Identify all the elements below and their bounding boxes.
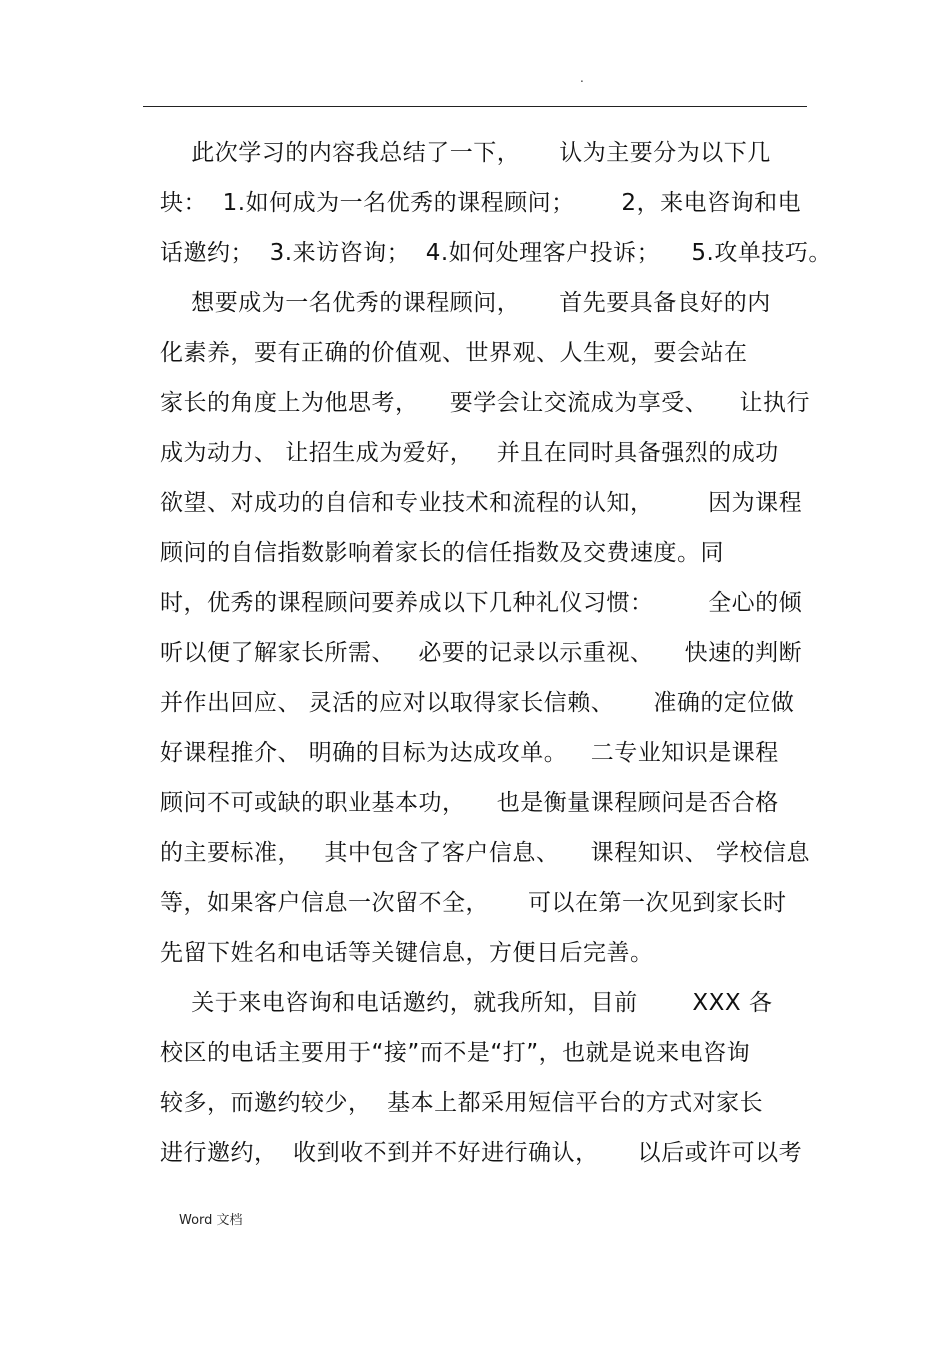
header-dot: . xyxy=(580,71,584,85)
text-line: 想要成为一名优秀的课程顾问， 首先要具备良好的内 xyxy=(160,290,771,316)
text-line: 关于来电咨询和电话邀约，就我所知，目前 XXX 各 xyxy=(160,990,773,1016)
text-line: 成为动力、 让招生成为爱好， 并且在同时具备强烈的成功 xyxy=(160,440,779,466)
text-line: 校区的电话主要用于“接”而不是“打”，也就是说来电咨询 xyxy=(160,1040,751,1066)
text-line: 并作出回应、 灵活的应对以取得家长信赖、 准确的定位做 xyxy=(160,690,795,716)
text-line: 块： 1.如何成为一名优秀的课程顾问； 2，来电咨询和电 xyxy=(160,190,802,216)
text-line: 化素养，要有正确的价值观、世界观、人生观，要会站在 xyxy=(160,340,748,366)
text-line: 时，优秀的课程顾问要养成以下几种礼仪习惯： 全心的倾 xyxy=(160,590,803,616)
text-line: 好课程推介、 明确的目标为达成攻单。 二专业知识是课程 xyxy=(160,740,779,766)
text-line: 的主要标准， 其中包含了客户信息、 课程知识、 学校信息 xyxy=(160,840,810,866)
text-line: 听以便了解家长所需、 必要的记录以示重视、 快速的判断 xyxy=(160,640,803,666)
text-line: 顾问的自信指数影响着家长的信任指数及交费速度。同 xyxy=(160,540,724,566)
text-line: 进行邀约， 收到收不到并不好进行确认， 以后或许可以考 xyxy=(160,1140,803,1166)
text-line: 欲望、对成功的自信和专业技术和流程的认知， 因为课程 xyxy=(160,490,803,516)
text-line: 话邀约； 3.来访咨询； 4.如何处理客户投诉； 5.攻单技巧。 xyxy=(160,240,832,266)
text-line: 等，如果客户信息一次留不全， 可以在第一次见到家长时 xyxy=(160,890,787,916)
text-line: 较多，而邀约较少， 基本上都采用短信平台的方式对家长 xyxy=(160,1090,764,1116)
text-line: 家长的角度上为他思考， 要学会让交流成为享受、 让执行 xyxy=(160,390,810,416)
footer-label: Word 文档 xyxy=(179,1213,243,1228)
text-line: 此次学习的内容我总结了一下， 认为主要分为以下几 xyxy=(160,140,771,166)
text-line: 先留下姓名和电话等关键信息，方便日后完善。 xyxy=(160,940,654,966)
text-line: 顾问不可或缺的职业基本功， 也是衡量课程顾问是否合格 xyxy=(160,790,779,816)
